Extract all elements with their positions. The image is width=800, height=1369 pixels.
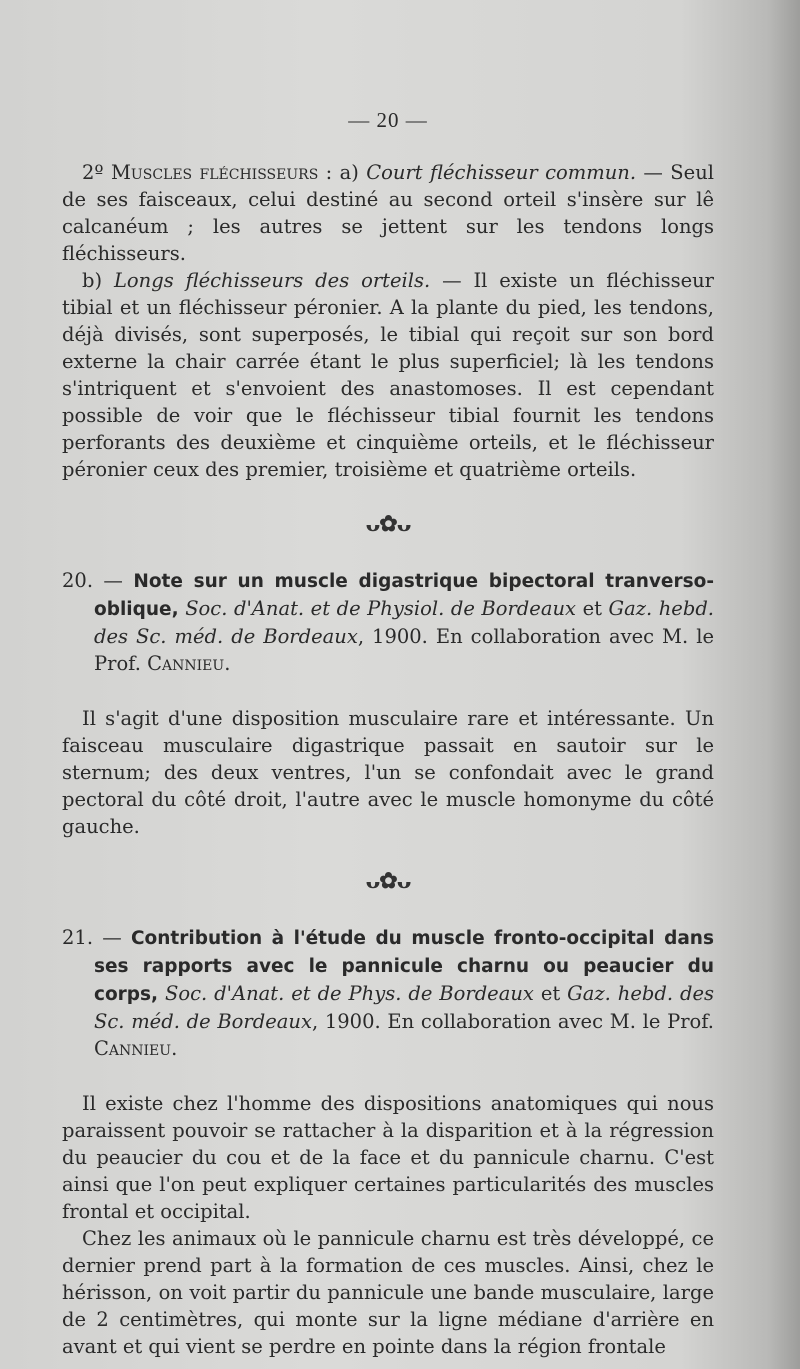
entry-20-journal-1: Soc. d'Anat. et de Physiol. de Bordeaux <box>185 597 577 620</box>
spacer <box>62 677 714 705</box>
entry-21-author: Cannieu. <box>94 1037 178 1060</box>
text-longs-flechisseurs: — Il existe un fléchisseur tibial et un fléchisseur péronier. A la plante du pied, les tendons, déjà divisés, sont superposés, le tibial qui reçoit sur son bord externe la chair carrée étant le plus superficiel; là les tendons s'intriquent et s'envoient des anastomoses. Il est cependant possible de voir que le fléchisseur tibial fournit les tendons perforants des deuxième et cinquième orteils, et le fléchisseur péronier ceux des premier, troisième et quatrième orteils. <box>62 269 715 481</box>
fleuron-ornament-2: ᴗ✿ᴗ <box>365 868 411 894</box>
entry-20-author: Cannieu. <box>147 652 231 675</box>
section-lead: 2º Muscles fléchisseurs <box>82 161 319 184</box>
spacer-2 <box>62 1062 714 1090</box>
entry-21-journal-1: Soc. d'Anat. et de Phys. de Bordeaux <box>165 982 534 1005</box>
entry-20-heading: 20. — Note sur un muscle digastrique bipectoral tranverso-oblique, Soc. d'Anat. et de Physiol. de Bordeaux et Gaz. hebd. des Sc. méd. de Bordeaux, 1900. En collaboration avec M. le Prof. Cannieu. <box>62 569 715 675</box>
fleuron-ornament: ᴗ✿ᴗ <box>365 511 411 537</box>
entry-21-heading: 21. — Contribution à l'étude du muscle fronto-occipital dans ses rapports avec le pannicule charnu ou peaucier du corps, Soc. d'Anat. et de Phys. de Bordeaux et Gaz. hebd. des Sc. méd. de Bordeaux, 1900. En collaboration avec M. le Prof. Cannieu. <box>62 926 714 1060</box>
entry-21-number: 21. — <box>62 926 131 949</box>
subtitle-longs-flechisseurs: Longs fléchisseurs des orteils. <box>113 269 431 292</box>
text-court-flechisseur: — Seul de ses faisceaux, celui destiné au second orteil s'insère sur lê calcanéum ; les autres se jettent sur les tendons longs fléchisseurs. <box>62 161 714 265</box>
entry-20-body: Il s'agit d'une disposition musculaire rare et intéressante. Un faisceau musculaire digastrique passait en sautoir sur le sternum; des deux ventres, l'un se confondait avec le grand pectoral du côté droit, l'autre avec le muscle homonyme du côté gauche. <box>62 707 714 838</box>
paragraph-flexors-b: b) Longs fléchisseurs des orteils. — Il existe un fléchisseur tibial et un fléchisseur péronier. A la plante du pied, les tendons, déjà divisés, sont superposés, le tibial qui reçoit sur son bord externe la chair carrée étant le plus superficiel; là les tendons s'intriquent et s'envoient des anastomoses. Il est cependant possible de voir que le fléchisseur tibial fournit les tendons perforants des deuxième et cinquième orteils, et le fléchisseur péronier ceux des premier, troisième et quatrième orteils. <box>62 269 715 481</box>
page-number: — 20 — <box>348 108 428 132</box>
paragraph-flexors-a: 2º Muscles fléchisseurs : a) Court fléchisseur commun. — Seul de ses faisceaux, celui destiné au second orteil s'insère sur lê calcanéum ; les autres se jettent sur les tendons longs fléchisseurs. <box>62 161 714 265</box>
entry-21-title: Contribution à l'étude du muscle fronto-occipital dans ses rapports avec le pannicule charnu ou peaucier du corps, <box>94 928 714 1005</box>
entry-21-body-1: Il existe chez l'homme des dispositions anatomiques qui nous paraissent pouvoir se rattacher à la disparition et à la régression du peaucier du cou et de la face et du pannicule charnu. C'est ainsi que l'on peut expliquer certaines particularités des muscles frontal et occipital. <box>62 1092 714 1223</box>
entry-20-number: 20. — <box>62 569 134 592</box>
entry-20-journal-2: Gaz. hebd. des Sc. méd. de Bordeaux <box>94 597 715 648</box>
subtitle-court-flechisseur: Court fléchisseur commun. <box>366 161 637 184</box>
page-content <box>62 108 714 1360</box>
entry-20-title: Note sur un muscle digastrique bipectoral tranverso-oblique, <box>94 571 714 620</box>
entry-21-journal-2: Gaz. hebd. des Sc. méd. de Bordeaux <box>94 982 714 1033</box>
entry-21-body-2: Chez les animaux où le pannicule charnu est très développé, ce dernier prend part à la formation de ces muscles. Ainsi, chez le hérisson, on voit partir du pannicule une bande musculaire, large de 2 centimètres, qui monte sur la ligne médiane d'arrière en avant et qui vient se perdre en pointe dans la région frontale <box>62 1227 714 1358</box>
